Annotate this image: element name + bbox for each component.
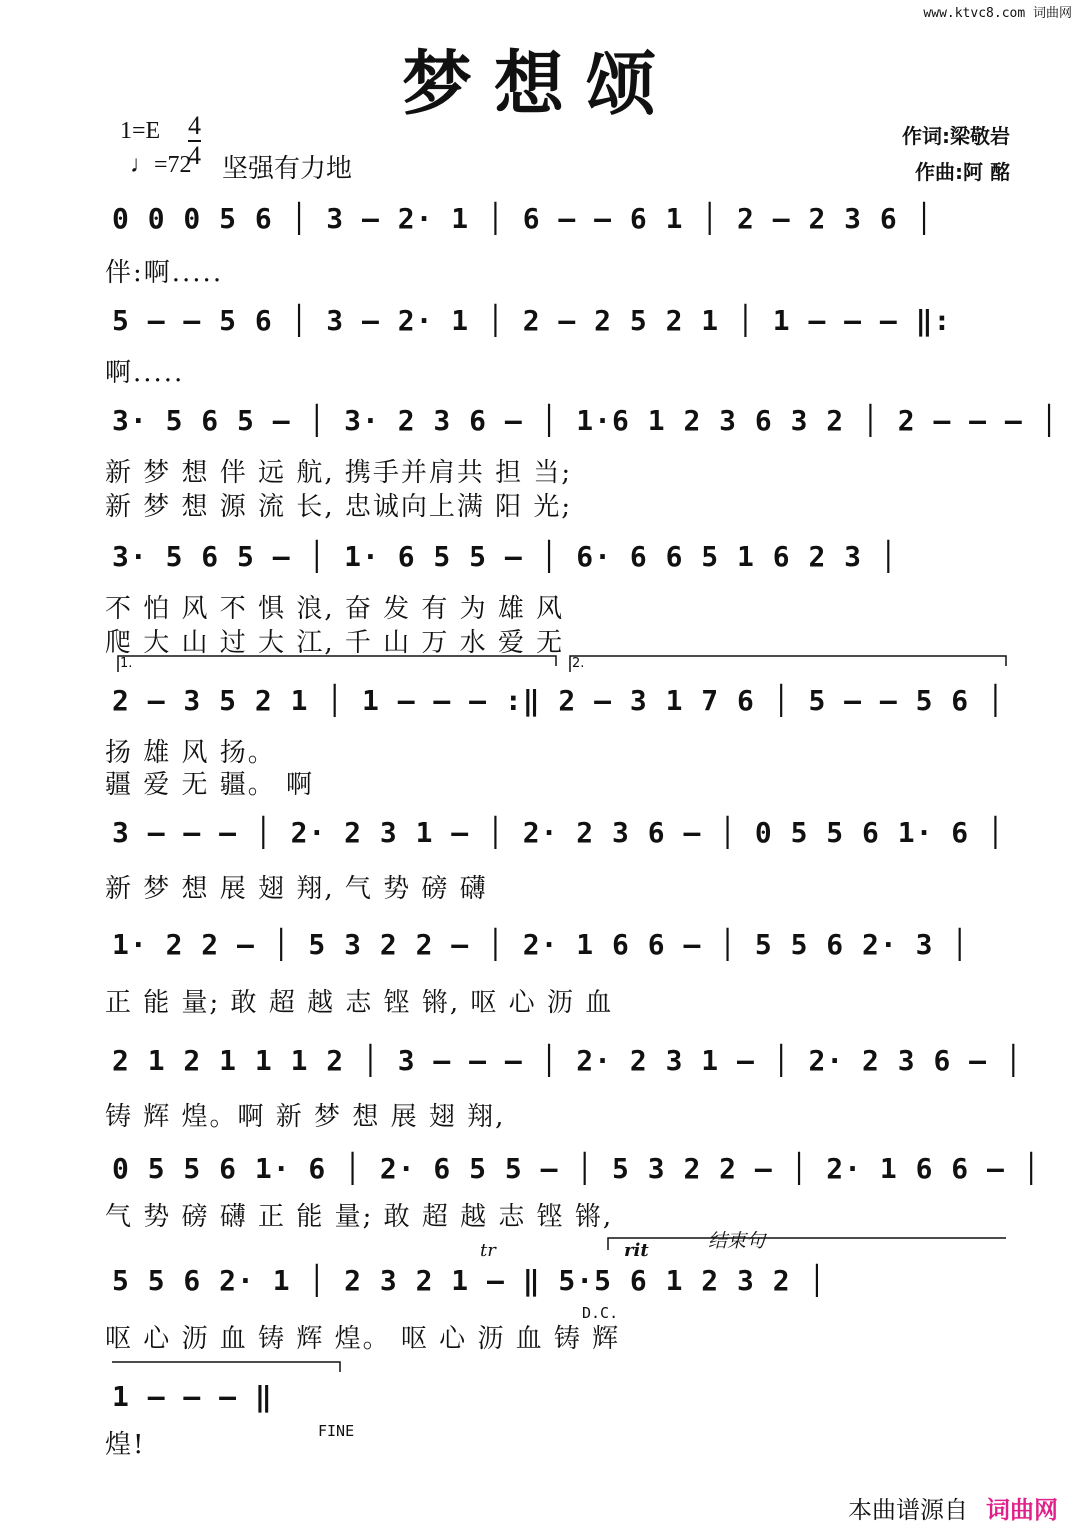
notation-line-11: 1 – – – ‖ [112,1380,273,1413]
notation-line-3: 3· 5 6 5 – │ 3· 2 3 6 – │ 1·6 1 2 3 6 3 2 │ 2 – – – │ [112,404,1059,437]
lyric-line-3b: 新 梦 想 源 流 长, 忠诚向上满 阳 光; [105,492,573,522]
volta-1-label: 1. [120,656,133,671]
lyric-line-5b: 疆 爱 无 疆。 啊 [105,770,315,800]
rit-marking: rit [624,1240,649,1261]
end-phrase-label: 结束句 [708,1230,766,1252]
lyric-line-10: 呕 心 沥 血 铸 辉 煌。 呕 心 沥 血 铸 辉 [105,1324,621,1354]
notation-line-9: 0 5 5 6 1· 6 │ 2· 6 5 5 – │ 5 3 2 2 – │ 2· 1 6 6 – │ [112,1152,1041,1185]
notation-line-4: 3· 5 6 5 – │ 1· 6 5 5 – │ 6· 6 6 5 1 6 2 3 │ [112,540,898,573]
lyric-line-2: 啊..... [105,358,185,388]
lyric-line-9: 气 势 磅 礴 正 能 量; 敢 超 越 志 铿 锵, [105,1202,614,1232]
footer-brand-link[interactable]: 词曲网 [986,1496,1058,1524]
trill-marking: tr [480,1240,496,1261]
lyric-line-4a: 不 怕 风 不 惧 浪, 奋 发 有 为 雄 风 [105,594,565,624]
composer-credit: 作曲:阿 酩 [915,160,1010,184]
end-phrase-bracket [608,1238,1006,1250]
lyric-line-7: 正 能 量; 敢 超 越 志 铿 锵, 呕 心 沥 血 [105,988,614,1018]
song-title: 梦想颂 [402,42,678,125]
lyric-line-11: 煌! [105,1430,146,1460]
footer-watermark-text: 本曲谱源自 [848,1496,968,1524]
dc-marking: D.C. [582,1304,619,1322]
expression-marking: 坚强有力地 [222,154,353,184]
lyric-line-5a: 扬 雄 风 扬。 [105,738,276,768]
notation-line-7: 1· 2 2 – │ 5 3 2 2 – │ 2· 1 6 6 – │ 5 5 6 2· 3 │ [112,928,970,961]
time-signature-bottom: 4 [188,141,201,170]
notation-line-2: 5 – – 5 6 │ 3 – 2· 1 │ 2 – 2 5 2 1 │ 1 – – – ‖: [112,304,952,337]
notation-line-6: 3 – – – │ 2· 2 3 1 – │ 2· 2 3 6 – │ 0 5 5 6 1· 6 │ [112,816,1005,849]
volta-2-bracket [570,656,1006,672]
time-signature-top: 4 [188,111,201,140]
lyric-line-6: 新 梦 想 展 翅 翔, 气 势 磅 礴 [105,874,488,904]
key-signature: 1=E [120,118,161,144]
footer-watermark [848,1490,1058,1525]
notation-line-5: 2 – 3 5 2 1 │ 1 – – – :‖ 2 – 3 1 7 6 │ 5 – – 5 6 │ [112,684,1005,717]
fine-bracket [112,1362,340,1372]
lyric-line-3a: 新 梦 想 伴 远 航, 携手并肩共 担 当; [105,458,573,488]
lyricist-credit: 作词:梁敬岩 [902,124,1010,148]
fine-marking: FINE [318,1422,355,1440]
notation-line-8: 2 1 2 1 1 1 2 │ 3 – – – │ 2· 2 3 1 – │ 2· 2 3 6 – │ [112,1044,1023,1077]
lyric-line-1: 伴:啊..... [105,258,224,288]
notation-line-10: 5 5 6 2· 1 │ 2 3 2 1 – ‖ 5·5 6 1 2 3 2 │ [112,1264,827,1297]
notation-line-1: 0 0 0 5 6 │ 3 – 2· 1 │ 6 – – 6 1 │ 2 – 2 3 6 │ [112,202,934,235]
tempo-marking: ♩=72 [130,152,192,178]
lyric-line-8: 铸 辉 煌。啊 新 梦 想 展 翅 翔, [105,1102,506,1132]
volta-2-label: 2. [572,656,585,671]
source-watermark: www.ktvc8.com 词曲网 [923,6,1072,21]
lyric-line-4b: 爬 大 山 过 大 江, 千 山 万 水 爱 无 [105,628,565,658]
